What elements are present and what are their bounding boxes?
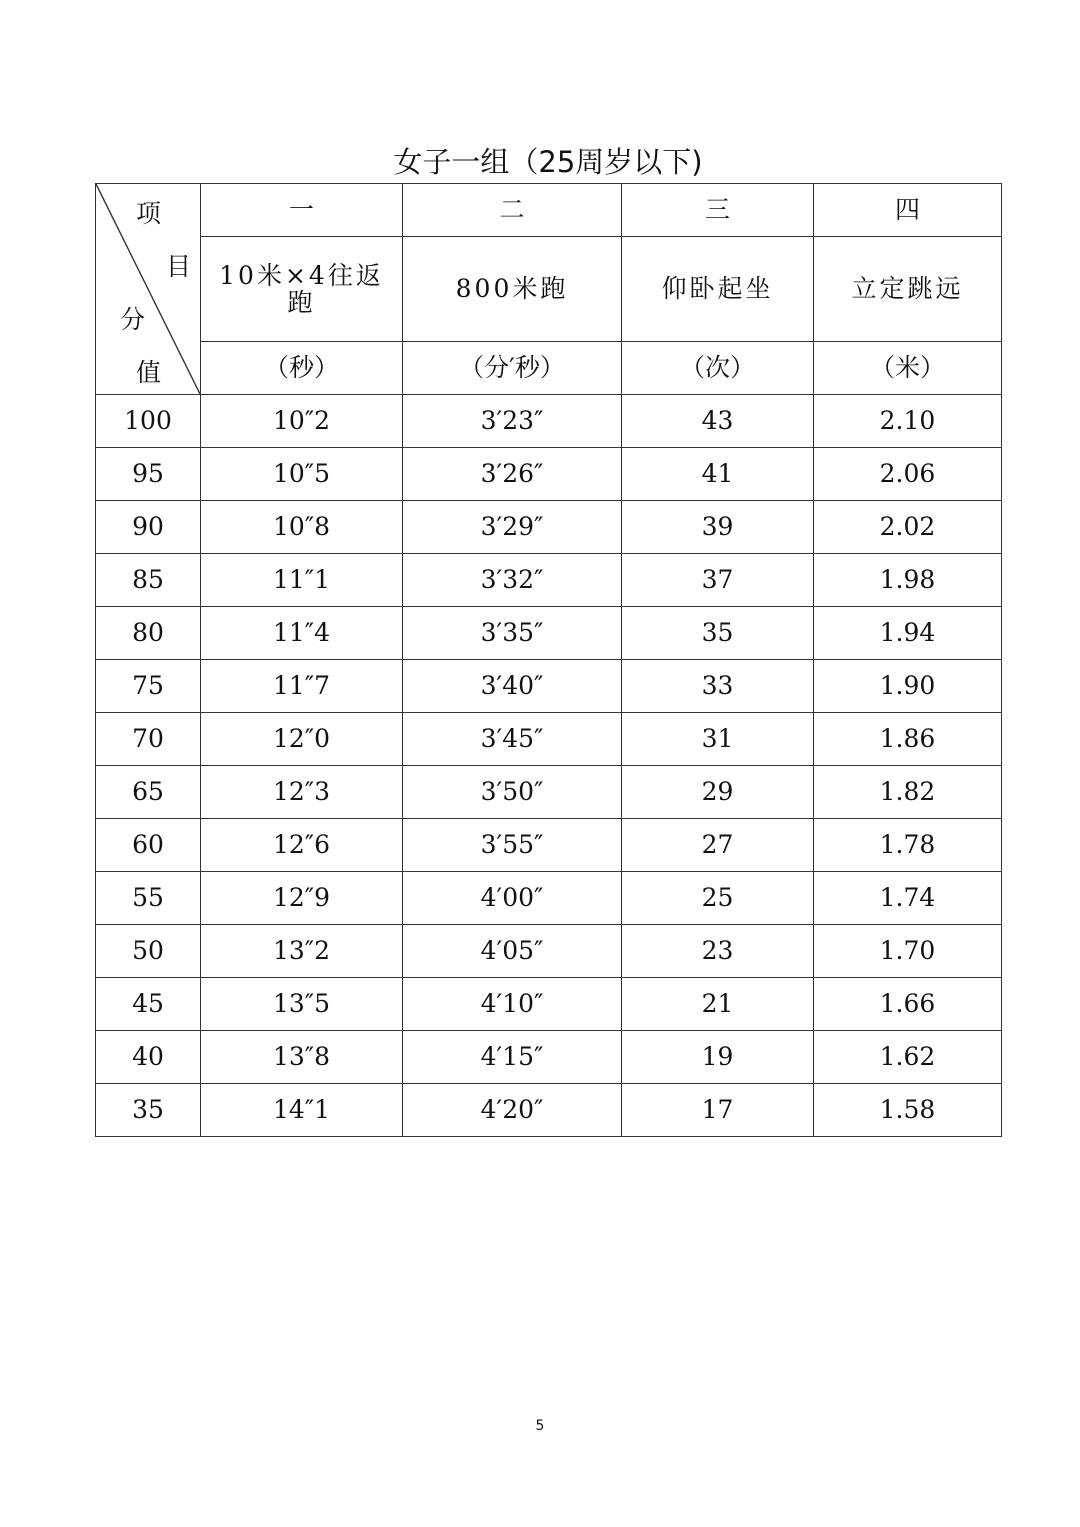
- standing-jump-cell: 1.78: [814, 819, 1002, 872]
- situps-cell: 19: [622, 1031, 814, 1084]
- column-unit-times: （次）: [622, 342, 814, 395]
- situps-cell: 31: [622, 713, 814, 766]
- shuttle-run-cell: 12″0: [201, 713, 403, 766]
- column-unit-min-sec: （分′秒）: [403, 342, 622, 395]
- column-unit-seconds: （秒）: [201, 342, 403, 395]
- page-title: 女子一组（25周岁以下): [393, 145, 703, 179]
- column-name-shuttle-run: 10米×4往返跑: [201, 237, 403, 342]
- shuttle-run-cell: 11″4: [201, 607, 403, 660]
- run-800m-cell: 4′05″: [403, 925, 622, 978]
- table-row: [96, 554, 1002, 607]
- column-index-3: 三: [622, 184, 814, 237]
- column-unit-meters: （米）: [814, 342, 1002, 395]
- run-800m-cell: 4′00″: [403, 872, 622, 925]
- table-row: [96, 448, 1002, 501]
- situps-cell: 35: [622, 607, 814, 660]
- standing-jump-cell: 1.74: [814, 872, 1002, 925]
- column-index-1: 一: [201, 184, 403, 237]
- standing-jump-cell: 1.82: [814, 766, 1002, 819]
- header-row-units: [96, 342, 1002, 395]
- table-row: [96, 660, 1002, 713]
- standing-jump-cell: 1.98: [814, 554, 1002, 607]
- score-cell: 95: [96, 448, 201, 501]
- score-cell: 80: [96, 607, 201, 660]
- standing-jump-cell: 1.70: [814, 925, 1002, 978]
- standing-jump-cell: 2.02: [814, 501, 1002, 554]
- corner-label-xiang: 项: [136, 199, 162, 228]
- run-800m-cell: 3′35″: [403, 607, 622, 660]
- header-row-names: [96, 237, 1002, 342]
- run-800m-cell: 3′50″: [403, 766, 622, 819]
- standing-jump-cell: 1.66: [814, 978, 1002, 1031]
- table-row: [96, 713, 1002, 766]
- run-800m-cell: 3′55″: [403, 819, 622, 872]
- standing-jump-cell: 1.86: [814, 713, 1002, 766]
- table-row: [96, 766, 1002, 819]
- run-800m-cell: 3′23″: [403, 395, 622, 448]
- shuttle-run-cell: 14″1: [201, 1084, 403, 1137]
- table-row: [96, 872, 1002, 925]
- table-row: [96, 1084, 1002, 1137]
- run-800m-cell: 4′20″: [403, 1084, 622, 1137]
- situps-cell: 43: [622, 395, 814, 448]
- score-table: [95, 183, 1002, 1137]
- column-index-4: 四: [814, 184, 1002, 237]
- table-row: [96, 395, 1002, 448]
- score-cell: 50: [96, 925, 201, 978]
- column-name-standing-jump: 立定跳远: [814, 237, 1002, 342]
- situps-cell: 33: [622, 660, 814, 713]
- run-800m-cell: 3′29″: [403, 501, 622, 554]
- table-row: [96, 1031, 1002, 1084]
- situps-cell: 37: [622, 554, 814, 607]
- shuttle-run-cell: 13″8: [201, 1031, 403, 1084]
- shuttle-run-cell: 13″2: [201, 925, 403, 978]
- shuttle-run-cell: 11″7: [201, 660, 403, 713]
- corner-header-cell: [96, 184, 201, 395]
- situps-cell: 27: [622, 819, 814, 872]
- shuttle-run-cell: 12″9: [201, 872, 403, 925]
- table-row: [96, 978, 1002, 1031]
- shuttle-run-cell: 10″5: [201, 448, 403, 501]
- score-cell: 55: [96, 872, 201, 925]
- run-800m-cell: 3′45″: [403, 713, 622, 766]
- standing-jump-cell: 2.06: [814, 448, 1002, 501]
- standing-jump-cell: 1.58: [814, 1084, 1002, 1137]
- column-index-2: 二: [403, 184, 622, 237]
- situps-cell: 17: [622, 1084, 814, 1137]
- situps-cell: 25: [622, 872, 814, 925]
- situps-cell: 39: [622, 501, 814, 554]
- table-row: [96, 925, 1002, 978]
- shuttle-run-cell: 10″8: [201, 501, 403, 554]
- score-cell: 65: [96, 766, 201, 819]
- score-cell: 100: [96, 395, 201, 448]
- page-number: 5: [535, 1418, 545, 1434]
- run-800m-cell: 3′32″: [403, 554, 622, 607]
- score-cell: 60: [96, 819, 201, 872]
- run-800m-cell: 3′40″: [403, 660, 622, 713]
- table-row: [96, 607, 1002, 660]
- corner-label-fen: 分: [120, 305, 146, 334]
- shuttle-run-cell: 10″2: [201, 395, 403, 448]
- standing-jump-cell: 1.94: [814, 607, 1002, 660]
- score-cell: 40: [96, 1031, 201, 1084]
- score-cell: 35: [96, 1084, 201, 1137]
- score-cell: 70: [96, 713, 201, 766]
- situps-cell: 23: [622, 925, 814, 978]
- column-name-situps: 仰卧起坐: [622, 237, 814, 342]
- column-name-800m-run: 800米跑: [403, 237, 622, 342]
- run-800m-cell: 3′26″: [403, 448, 622, 501]
- header-row-index: [96, 184, 1002, 237]
- table-row: [96, 819, 1002, 872]
- shuttle-run-cell: 13″5: [201, 978, 403, 1031]
- run-800m-cell: 4′15″: [403, 1031, 622, 1084]
- corner-label-mu: 目: [166, 252, 192, 281]
- table-row: [96, 501, 1002, 554]
- standing-jump-cell: 1.62: [814, 1031, 1002, 1084]
- standing-jump-cell: 1.90: [814, 660, 1002, 713]
- shuttle-run-cell: 12″6: [201, 819, 403, 872]
- shuttle-run-cell: 11″1: [201, 554, 403, 607]
- standing-jump-cell: 2.10: [814, 395, 1002, 448]
- situps-cell: 21: [622, 978, 814, 1031]
- score-cell: 45: [96, 978, 201, 1031]
- situps-cell: 41: [622, 448, 814, 501]
- score-cell: 90: [96, 501, 201, 554]
- score-cell: 85: [96, 554, 201, 607]
- run-800m-cell: 4′10″: [403, 978, 622, 1031]
- score-cell: 75: [96, 660, 201, 713]
- situps-cell: 29: [622, 766, 814, 819]
- shuttle-run-cell: 12″3: [201, 766, 403, 819]
- corner-label-zhi: 值: [136, 358, 162, 387]
